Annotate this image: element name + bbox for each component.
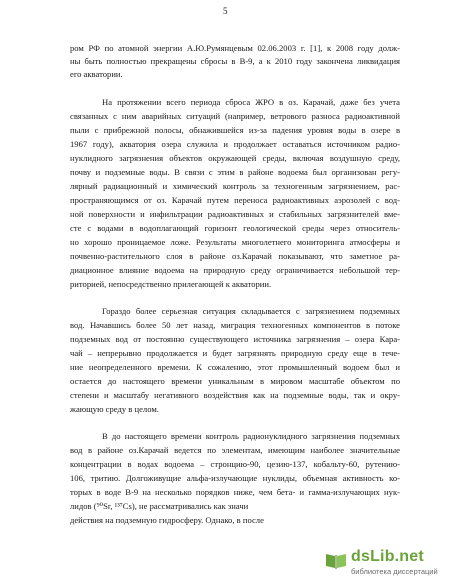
text-line: нуклидного загрязнения объектов окружающей среды, включая воздушную среду,: [70, 153, 400, 163]
text-line: действия на подземную гидросферу. Однако, в после: [70, 515, 264, 525]
watermark: [324, 548, 444, 578]
text-line: лидов (⁹⁰Sr, ¹³⁷Cs), не рассматривались как значи: [70, 501, 249, 511]
text-line: связанных с ним аварийных ситуаций (например, ветрового разноса радиоактивной: [70, 111, 400, 121]
text-line: степени и масштабу негативного воздействия как на подземные воды, так и окру-: [70, 390, 400, 400]
text-line: диационное влияние водоема на природную среду ограничивается небольшой тер-: [70, 265, 400, 275]
text-line: Гораздо более серьезная ситуация складывается с загрязнением подземных: [102, 306, 400, 316]
text-line: но хорошо проницаемое ложе. Результаты многолетнего мониторинга атмосферы и: [70, 237, 400, 247]
text-line: сте с водами в водоплагающий горизонт геологической среды через относитель-: [70, 223, 400, 233]
text-line: жающую среду в целом.: [70, 404, 159, 414]
text-line: вод. Начавшись более 50 лет назад, миграция техногенных компонентов в потоке: [70, 320, 400, 330]
text-line: подземных вод от постоянно существующего источника загрязнения – озера Кара-: [70, 334, 400, 344]
text-line: чай – непрерывно продолжается и будет загрязнять природную среду еще в тече-: [70, 348, 400, 358]
watermark-brand: dsLib.net: [351, 548, 424, 565]
text-line: почву и подземные воды. В связи с этим в районе водоема был организован регу-: [70, 167, 400, 177]
text-line: На протяжении всего периода сброса ЖРО в оз. Карачай, даже без учета: [102, 97, 400, 107]
text-line: вод в районе оз.Карачай ведется по элементам, имеющим наиболее значительные: [70, 445, 400, 455]
text-line: пространяющимся от оз. Карачай путем переноса радиоактивных аэрозолей с вод-: [70, 195, 400, 205]
text-line: риторией, непосредственно прилегающей к акватории.: [70, 279, 272, 289]
watermark-subtitle: библиотека диссертаций: [351, 567, 438, 576]
open-book-icon: [324, 550, 348, 570]
page-number: 5: [223, 6, 228, 16]
text-line: ны быть полностью прекращены сбросы в В-9, а к 2010 году закончена ликвидация: [70, 56, 400, 66]
text-line: пыли с прибрежной полосы, обнажившейся из-за падения уровня воды в озере в: [70, 125, 400, 135]
text-line: концентрации в водах водоема – стронцию-90, цезию-137, кобальту-60, рутению-: [70, 459, 400, 469]
text-line: остается до настоящего времени уникальным в мировом масштабе объектом по: [70, 376, 400, 386]
text-line: лярный радиационный и химический контроль за техногенным загрязнением, рас-: [70, 181, 400, 191]
text-line: ром РФ по атомной энергии А.Ю.Румянцевым 02.06.2003 г. [1], к 2008 году долж-: [70, 43, 400, 53]
text-line: 106, тритию. Долгоживущие альфа-излучающие нуклиды, объемная активность ко-: [70, 473, 400, 483]
text-line: торых в воде В-9 на несколько порядков ниже, чем бета- и гамма-излучающих нук-: [70, 487, 400, 497]
text-line: ной поверхности и инфильтрации радиоактивных и стабильных загрязнителей вме-: [70, 209, 400, 219]
text-line: 1967 году), акватория озера служила и продолжает оставаться источником радио-: [70, 139, 400, 149]
text-line: ние неопределенного времени. К сожалению, этот промышленный водоем был и: [70, 362, 400, 372]
text-line: почвенно-растительного слоя в районе оз.Карачай показывают, что заметное ра-: [70, 251, 400, 261]
text-line: В до настоящего времени контроль радионуклидного загрязнения подземных: [102, 431, 400, 441]
text-line: его акватории.: [70, 69, 123, 79]
